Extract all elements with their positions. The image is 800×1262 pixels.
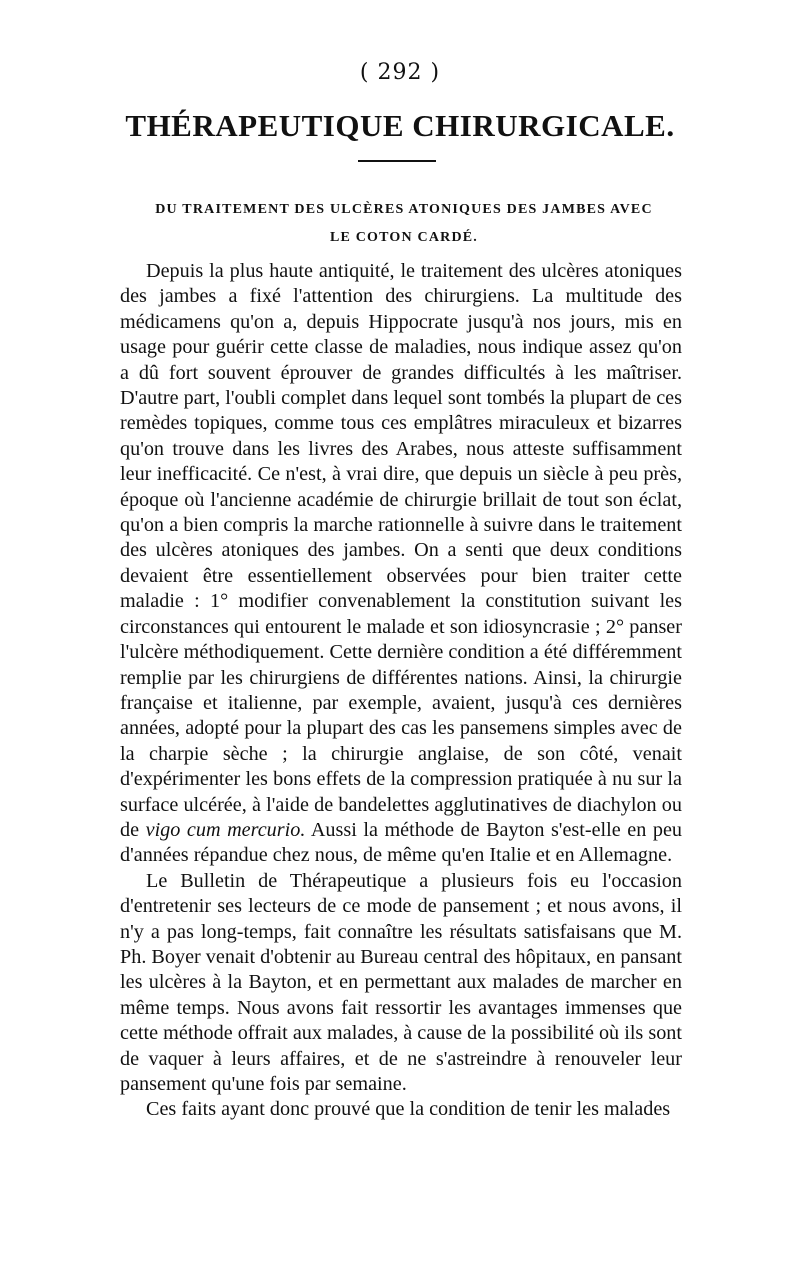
- article-title: [130, 196, 678, 252]
- paragraph-1: [120, 259, 682, 869]
- paragraph-2: Le Bulletin de Thérapeutique a plusieurs fois eu l'occasion d'entretenir ses lecteurs de ce mode de pansement ; et nous avons, il n'y a pas long-temps, fait connaître les résultats satisfaisans que M. Ph. Boyer venait d'obtenir au Bureau central des hôpitaux, en pansant les ulcères à la Bayton, et en permettant aux malades de marcher en même temps. Nous avons fait ressortir les avantages immenses que cette méthode offrait aux malades, à cause de la possibilité où ils sont de vaquer à leurs affaires, et de ne s'astreindre à renouveler leur pansement qu'une fois par semaine.: [120, 869, 682, 1095]
- paragraph-3: Ces faits ayant donc prouvé que la condition de tenir les malades: [146, 1098, 671, 1121]
- article-title-line-2: LE COTON CARDÉ.: [329, 230, 479, 245]
- article-title-line-1: DU TRAITEMENT DES ULCÈRES ATONIQUES DES JAMBES AVEC: [155, 202, 653, 217]
- latin-term: vigo cum mercurio.: [145, 818, 306, 841]
- page-number: ( 292 ): [359, 60, 441, 85]
- paragraph-1-text: Depuis la plus haute antiquité, le traitement des ulcères atoniques des jambes a fixé l'attention des chirurgiens. La multitude des médicamens qu'on a, depuis Hippocrate jusqu'à nos jours, mis en usage pour guérir cette classe de maladies, nous indique assez qu'on a dû fort souvent éprouver de grandes difficultés à les maîtriser. D'autre part, l'oubli complet dans lequel sont tombés la plupart de ces remèdes topiques, comme tous ces emplâtres miraculeux et bizarres qu'on trouve dans les livres des Arabes, nous atteste suffisamment leur inefficacité. Ce n'est, à vrai dire, que depuis un siècle à peu près, époque où l'ancienne académie de chirurgie brillait de tout son éclat, qu'on a bien compris la marche rationnelle à suivre dans le traitement des ulcères atoniques des jambes. On a senti que deux conditions devaient être essentiellement observées pour bien traiter cette maladie : 1° modifier convenablement la constitution suivant les circonstances qui entourent le malade et son idiosyncrasie ; 2° panser l'ulcère méthodiquement. Cette dernière condition a été différemment remplie par les chirurgiens de différentes nations. Ainsi, la chirurgie française et italienne, par exemple, avaient, jusqu'à ces dernières années, adopté pour la plupart des cas les pansemens simples avec de la charpie sèche ; la chirurgie anglaise, de son côté, venait d'expérimenter les bons effets de la compression pratiquée à nu sur la surface ulcérée, à l'aide de bandelettes agglutinatives de diachylon ou de: [120, 260, 682, 841]
- title-rule-divider: [358, 160, 436, 162]
- paragraph-1-tail: Aussi la méthode de Bayton s'est-elle en peu d'années répandue chez nous, de même qu'en Italie et en Allemagne.: [120, 818, 683, 867]
- article-body: [120, 259, 682, 1123]
- section-title: THÉRAPEUTIQUE CHIRURGICALE.: [125, 108, 675, 143]
